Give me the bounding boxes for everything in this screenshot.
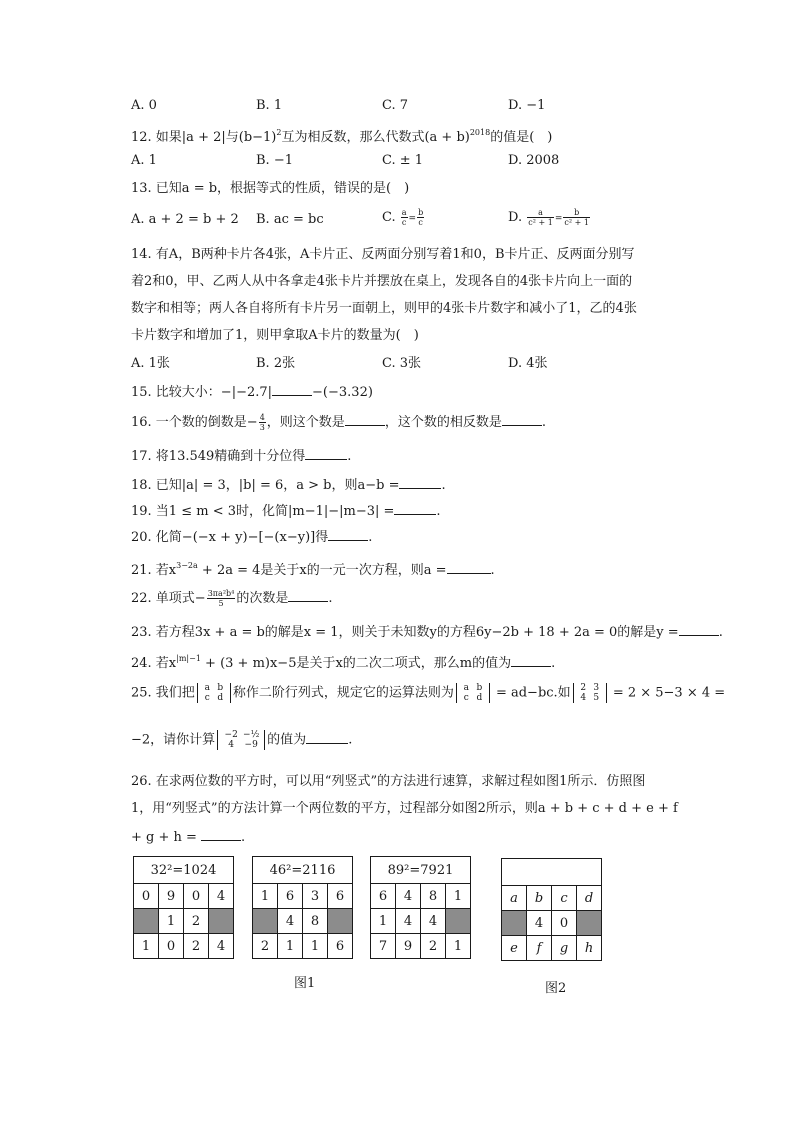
option-d[interactable]: D. 2008	[508, 153, 560, 168]
figure2-caption: 图2	[545, 981, 567, 996]
option-b[interactable]: B. 2张	[256, 356, 296, 371]
determinant: a b c d	[456, 683, 490, 703]
table-cell: 9	[159, 884, 184, 909]
shaded-cell	[328, 909, 353, 934]
figure1-table-32	[133, 856, 234, 959]
question-26-line-1: 26. 在求两位数的平方时，可以用“列竖式”的方法进行速算，求解过程如图1所示．仿照图	[131, 774, 646, 789]
table-cell: 4	[209, 934, 234, 959]
table-cell: 4	[396, 909, 421, 934]
answer-blank[interactable]	[272, 383, 312, 396]
table-cell: 4	[527, 911, 552, 936]
question-12: 12. 如果|a + 2|与$(b-1)^2$互为相反数，那么代数式$(a + b)^{2018}$的值是( )	[131, 128, 553, 145]
answer-blank[interactable]	[306, 731, 348, 744]
figure1-caption: 图1	[294, 976, 316, 991]
option-a[interactable]: A. 1	[131, 153, 157, 168]
table-cell: a	[502, 886, 527, 911]
table-cell: 6	[328, 934, 353, 959]
shaded-cell	[209, 909, 234, 934]
question-14-line-3: 数字和相等；两人各自将所有卡片另一面朝上，则甲的4张卡片数字和减小了1，乙的4张	[131, 301, 637, 316]
question-13: 13. 已知a = b，根据等式的性质，错误的是( )	[131, 181, 410, 196]
shaded-cell	[502, 911, 527, 936]
question-23: 23. 若方程3x + a = b的解是x = 1，则关于未知数y的方程6y−2b + 18 + 2a = 0的解是y = .	[131, 625, 723, 640]
answer-blank[interactable]	[345, 413, 385, 426]
answer-blank[interactable]	[305, 447, 347, 460]
question-26-line-2: 1，用“列竖式”的方法计算一个两位数的平方，过程部分如图2所示，则a + b + c + d + e + f	[131, 801, 678, 816]
table-cell: 8	[303, 909, 328, 934]
question-18: 18. 已知|a| = 3，|b| = 6，a > b，则a−b = .	[131, 478, 446, 493]
table-cell: h	[577, 936, 602, 961]
shaded-cell	[577, 911, 602, 936]
table-header: 32²=1024	[134, 857, 234, 884]
question-20: 20. 化简−(−x + y)−[−(x−y)]得 .	[131, 530, 373, 545]
table-cell: 1	[253, 884, 278, 909]
shaded-cell	[446, 909, 471, 934]
table-cell: 6	[371, 884, 396, 909]
answer-blank[interactable]	[399, 476, 441, 489]
question-24: 24. 若$x^{|m|-1} + (3 + m)x-5$是关于x的二次二项式，那么m的值为 .	[131, 654, 556, 671]
option-b[interactable]: B. ac = bc	[256, 212, 324, 227]
table-cell: 0	[134, 884, 159, 909]
determinant: −2 −½ 4 −9	[217, 730, 265, 750]
table-cell: g	[552, 936, 577, 961]
figure2-table	[501, 858, 602, 961]
answer-blank[interactable]	[447, 561, 491, 574]
table-cell: 3	[303, 884, 328, 909]
option-c[interactable]: C. 3张	[382, 356, 422, 371]
answer-blank[interactable]	[511, 654, 551, 667]
shaded-cell	[134, 909, 159, 934]
table-cell: d	[577, 886, 602, 911]
option-a[interactable]: A. 1张	[131, 356, 170, 371]
option-c[interactable]: C. $\frac{a}{c}$ = $\frac{b}{c}$	[382, 208, 424, 227]
answer-blank[interactable]	[201, 828, 241, 841]
question-26-line-3: + g + h = .	[131, 830, 246, 845]
table-cell: 0	[184, 884, 209, 909]
question-21: 21. 若$x^{3-2a} + 2a = 4$是关于x的一元一次方程，则a = .	[131, 561, 495, 578]
answer-blank[interactable]	[679, 623, 719, 636]
question-16: 16. 一个数的倒数是− $\frac{4}{3}$ ，则这个数是 ，这个数的相反数是 .	[131, 413, 546, 432]
determinant: a b c d	[197, 683, 231, 703]
option-c[interactable]: C. 7	[382, 98, 409, 113]
table-cell: 1	[446, 934, 471, 959]
option-d[interactable]: D. $\frac{a}{\text{c² + 1}}$ = $\frac{b}{\text{c² + 1}}$	[508, 208, 589, 227]
question-22: 22. 单项式− $\frac{\text{3πa²b⁴}}{5}$ 的次数是 .	[131, 589, 333, 608]
table-cell: 1	[134, 934, 159, 959]
table-cell: 2	[253, 934, 278, 959]
table-cell: 8	[421, 884, 446, 909]
question-25-line-1: 25. 我们把 a b c d 称作二阶行列式，规定它的运算法则为 a b c d = ad−bc.如 2 3 4 5 = 2 × 5−3 × 4 =	[131, 683, 726, 703]
table-cell: 1	[371, 909, 396, 934]
answer-blank[interactable]	[288, 589, 328, 602]
table-cell: 4	[421, 909, 446, 934]
question-15: 15. 比较大小：−|−2.7| −(−3.32)	[131, 385, 373, 400]
shaded-cell	[253, 909, 278, 934]
table-cell: 0	[552, 911, 577, 936]
question-14-line-1: 14. 有A，B两种卡片各4张，A卡片正、反两面分别写着1和0，B卡片正、反两面分别写	[131, 247, 635, 262]
table-cell: 1	[159, 909, 184, 934]
question-14-line-2: 着2和0，甲、乙两人从中各拿走4张卡片并摆放在桌上，发现各自的4张卡片向上一面的	[131, 274, 633, 289]
question-19: 19. 当1 ≤ m < 3时，化简|m−1|−|m−3| = .	[131, 504, 441, 519]
question-14-line-4: 卡片数字和增加了1，则甲拿取A卡片的数量为( )	[131, 328, 419, 343]
table-cell: 9	[396, 934, 421, 959]
option-d[interactable]: D. 4张	[508, 356, 548, 371]
option-b[interactable]: B. 1	[256, 98, 283, 113]
option-c[interactable]: C. ± 1	[382, 153, 424, 168]
answer-blank[interactable]	[502, 413, 542, 426]
table-cell: 2	[184, 934, 209, 959]
table-cell: 1	[278, 934, 303, 959]
determinant: 2 3 4 5	[573, 683, 607, 703]
table-cell: 4	[396, 884, 421, 909]
table-cell: c	[552, 886, 577, 911]
question-17: 17. 将13.549精确到十分位得 .	[131, 449, 352, 464]
table-cell: 1	[303, 934, 328, 959]
table-cell: 6	[328, 884, 353, 909]
answer-blank[interactable]	[328, 528, 368, 541]
table-cell: 2	[184, 909, 209, 934]
table-cell: 4	[209, 884, 234, 909]
table-header: 46²=2116	[253, 857, 353, 884]
question-25-line-2: −2，请你计算 −2 −½ 4 −9 的值为 .	[131, 730, 353, 750]
option-b[interactable]: B. −1	[256, 153, 293, 168]
option-d[interactable]: D. −1	[508, 98, 546, 113]
table-cell: e	[502, 936, 527, 961]
table-cell: f	[527, 936, 552, 961]
table-cell: 0	[159, 934, 184, 959]
table-cell: 7	[371, 934, 396, 959]
table-cell: 6	[278, 884, 303, 909]
table-cell: 1	[446, 884, 471, 909]
figure1-table-46	[252, 856, 353, 959]
table-header	[502, 859, 602, 886]
table-cell: b	[527, 886, 552, 911]
option-a[interactable]: A. 0	[131, 98, 157, 113]
table-cell: 4	[278, 909, 303, 934]
option-a[interactable]: A. a + 2 = b + 2	[131, 212, 239, 227]
answer-blank[interactable]	[394, 502, 436, 515]
figure1-table-89	[370, 856, 471, 959]
table-cell: 2	[421, 934, 446, 959]
table-header: 89²=7921	[371, 857, 471, 884]
